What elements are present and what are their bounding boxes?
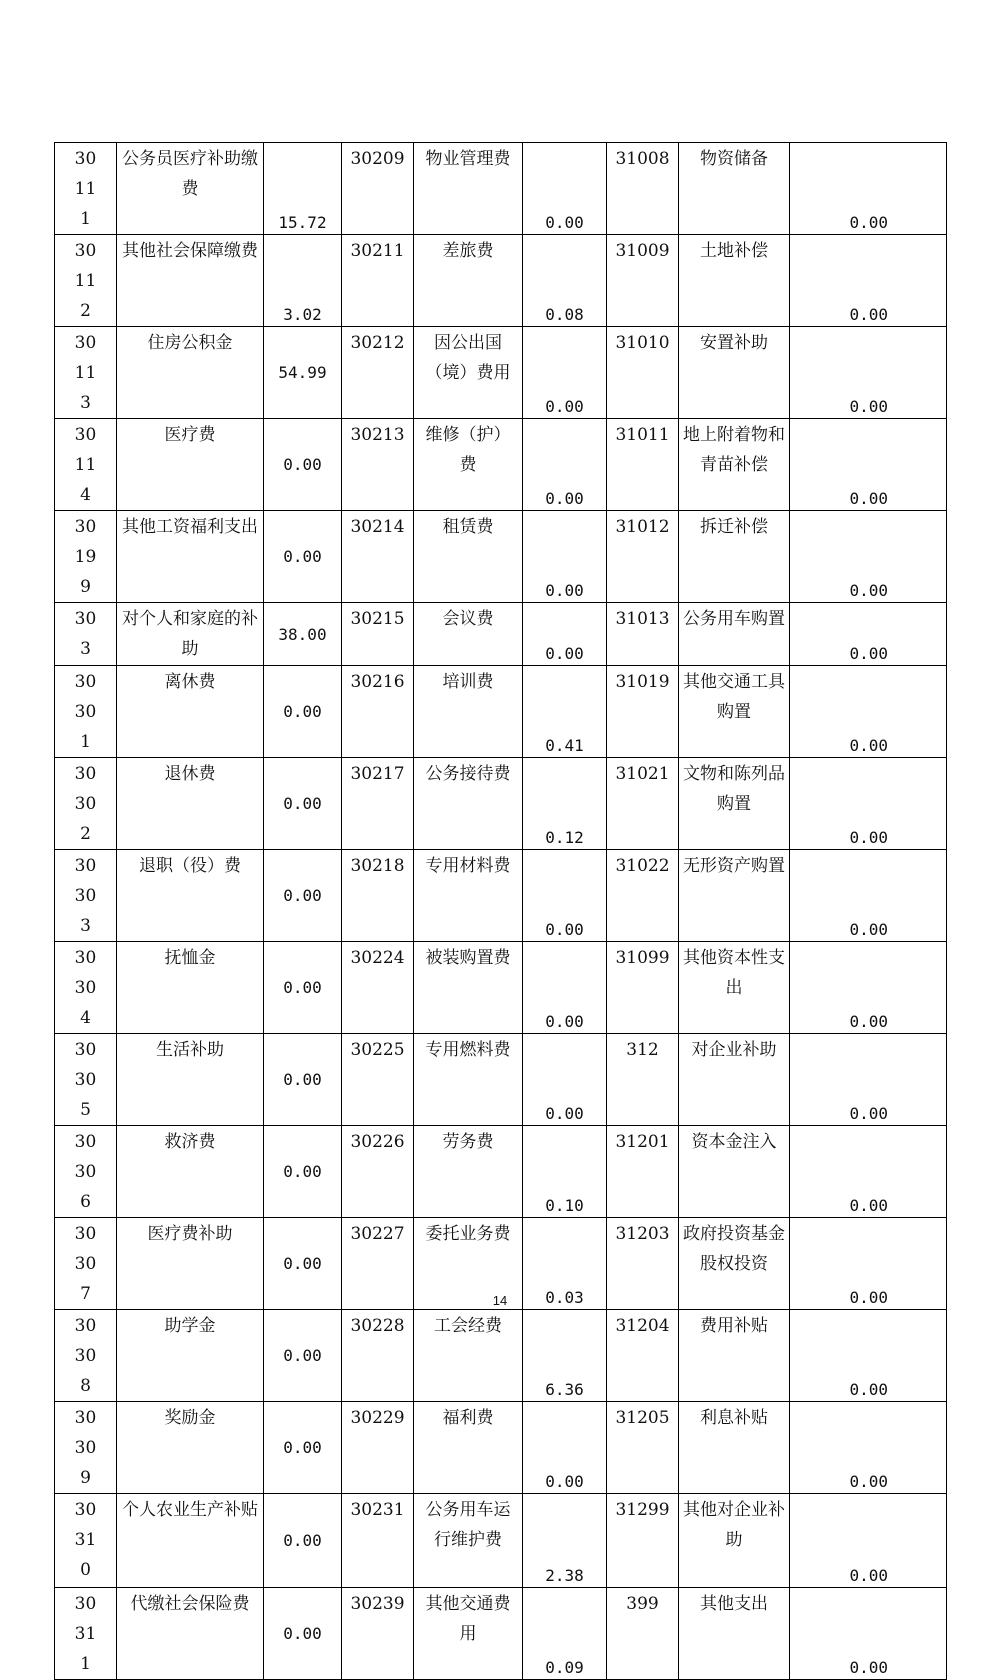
col1-amount: 0.00 [264,1034,342,1126]
col3-code: 31204 [607,1310,679,1402]
page-number: 14 [492,1293,508,1308]
col3-amount: 0.00 [790,1310,947,1402]
col2-name: 会议费 [414,603,523,666]
col2-amount: 0.09 [523,1588,607,1680]
col3-amount: 0.00 [790,419,947,511]
col2-amount: 0.12 [523,758,607,850]
col2-name: 福利费 [414,1402,523,1494]
col3-code: 31009 [607,235,679,327]
table-row [55,1310,947,1402]
col1-amount: 15.72 [264,143,342,235]
col1-name: 助学金 [117,1310,264,1402]
col1-amount: 0.00 [264,1402,342,1494]
col1-amount: 0.00 [264,419,342,511]
table-row [55,327,947,419]
col2-name: 维修（护）费 [414,419,523,511]
col3-code: 31008 [607,143,679,235]
col1-code: 303 [55,603,117,666]
col1-code: 30306 [55,1126,117,1218]
col3-name: 对企业补助 [679,1034,790,1126]
col1-amount: 0.00 [264,511,342,603]
col2-code: 30226 [342,1126,414,1218]
col2-amount: 0.00 [523,603,607,666]
col2-name: 公务用车运行维护费 [414,1494,523,1588]
expenditure-table-container [54,142,946,1680]
col3-name: 物资储备 [679,143,790,235]
expenditure-table [54,142,947,1680]
col2-name: 物业管理费 [414,143,523,235]
col2-code: 30231 [342,1494,414,1588]
col1-code: 30310 [55,1494,117,1588]
col1-code: 30199 [55,511,117,603]
col3-name: 土地补偿 [679,235,790,327]
col1-amount: 3.02 [264,235,342,327]
col3-amount: 0.00 [790,1402,947,1494]
col3-amount: 0.00 [790,1494,947,1588]
col3-name: 文物和陈列品购置 [679,758,790,850]
col2-amount: 0.00 [523,327,607,419]
col2-amount: 0.00 [523,419,607,511]
col3-code: 399 [607,1588,679,1680]
col1-name: 退休费 [117,758,264,850]
table-row [55,758,947,850]
col2-amount: 0.00 [523,942,607,1034]
col2-amount: 0.41 [523,666,607,758]
col2-amount: 0.00 [523,850,607,942]
col1-amount: 0.00 [264,666,342,758]
col1-code: 30309 [55,1402,117,1494]
col3-code: 31299 [607,1494,679,1588]
col1-amount: 38.00 [264,603,342,666]
col1-code: 30311 [55,1588,117,1680]
col1-code: 30114 [55,419,117,511]
col3-name: 拆迁补偿 [679,511,790,603]
col1-amount: 0.00 [264,1588,342,1680]
table-row [55,1588,947,1680]
col2-name: 专用材料费 [414,850,523,942]
col1-code: 30112 [55,235,117,327]
col3-amount: 0.00 [790,235,947,327]
col3-code: 31205 [607,1402,679,1494]
col2-code: 30217 [342,758,414,850]
col2-code: 30213 [342,419,414,511]
col3-name: 其他对企业补助 [679,1494,790,1588]
col1-amount: 54.99 [264,327,342,419]
col3-amount: 0.00 [790,143,947,235]
table-row [55,942,947,1034]
col2-name: 因公出国（境）费用 [414,327,523,419]
col2-name: 劳务费 [414,1126,523,1218]
col3-name: 安置补助 [679,327,790,419]
col1-name: 抚恤金 [117,942,264,1034]
col1-name: 其他工资福利支出 [117,511,264,603]
col2-amount: 0.10 [523,1126,607,1218]
col1-code: 30305 [55,1034,117,1126]
col2-name: 其他交通费用 [414,1588,523,1680]
col3-code: 31012 [607,511,679,603]
col1-name: 对个人和家庭的补助 [117,603,264,666]
col1-code: 30301 [55,666,117,758]
col1-name: 生活补助 [117,1034,264,1126]
col3-amount: 0.00 [790,327,947,419]
col2-amount: 0.08 [523,235,607,327]
col2-name: 被装购置费 [414,942,523,1034]
table-row [55,850,947,942]
col3-code: 31201 [607,1126,679,1218]
col1-code: 30303 [55,850,117,942]
col1-name: 代缴社会保险费 [117,1588,264,1680]
col3-code: 31010 [607,327,679,419]
table-row [55,419,947,511]
col1-code: 30308 [55,1310,117,1402]
col2-code: 30228 [342,1310,414,1402]
col1-amount: 0.00 [264,1126,342,1218]
col2-amount: 0.00 [523,143,607,235]
col3-amount: 0.00 [790,1034,947,1126]
col2-code: 30239 [342,1588,414,1680]
col2-name: 专用燃料费 [414,1034,523,1126]
col2-name: 委托业务费 [414,1218,523,1310]
col2-name: 工会经费 [414,1310,523,1402]
col3-amount: 0.00 [790,603,947,666]
col3-code: 312 [607,1034,679,1126]
col1-amount: 0.00 [264,1494,342,1588]
col1-code: 30111 [55,143,117,235]
col3-amount: 0.00 [790,511,947,603]
col2-name: 租赁费 [414,511,523,603]
col3-name: 政府投资基金股权投资 [679,1218,790,1310]
col2-amount: 6.36 [523,1310,607,1402]
col2-amount: 0.00 [523,511,607,603]
col3-amount: 0.00 [790,1218,947,1310]
col3-name: 其他交通工具购置 [679,666,790,758]
col2-name: 公务接待费 [414,758,523,850]
col1-code: 30113 [55,327,117,419]
col1-code: 30307 [55,1218,117,1310]
col3-name: 费用补贴 [679,1310,790,1402]
col1-amount: 0.00 [264,942,342,1034]
col2-code: 30211 [342,235,414,327]
table-row [55,1494,947,1588]
col3-code: 31099 [607,942,679,1034]
col1-name: 离休费 [117,666,264,758]
table-row [55,1402,947,1494]
col2-code: 30227 [342,1218,414,1310]
col2-name: 培训费 [414,666,523,758]
col1-name: 奖励金 [117,1402,264,1494]
col2-amount: 0.03 [523,1218,607,1310]
col1-amount: 0.00 [264,850,342,942]
col2-code: 30216 [342,666,414,758]
col3-amount: 0.00 [790,666,947,758]
col1-name: 退职（役）费 [117,850,264,942]
col2-code: 30218 [342,850,414,942]
table-row [55,603,947,666]
col1-amount: 0.00 [264,1310,342,1402]
col1-name: 救济费 [117,1126,264,1218]
col3-name: 无形资产购置 [679,850,790,942]
col3-amount: 0.00 [790,758,947,850]
col3-amount: 0.00 [790,1126,947,1218]
col3-amount: 0.00 [790,1588,947,1680]
col1-amount: 0.00 [264,758,342,850]
col1-amount: 0.00 [264,1218,342,1310]
col3-name: 地上附着物和青苗补偿 [679,419,790,511]
col3-name: 资本金注入 [679,1126,790,1218]
col3-amount: 0.00 [790,942,947,1034]
col3-name: 公务用车购置 [679,603,790,666]
col2-code: 30229 [342,1402,414,1494]
col1-name: 医疗费补助 [117,1218,264,1310]
col2-amount: 2.38 [523,1494,607,1588]
col1-name: 住房公积金 [117,327,264,419]
col2-code: 30214 [342,511,414,603]
col2-code: 30224 [342,942,414,1034]
col1-name: 公务员医疗补助缴费 [117,143,264,235]
col2-amount: 0.00 [523,1402,607,1494]
col2-code: 30212 [342,327,414,419]
col1-name: 个人农业生产补贴 [117,1494,264,1588]
table-row [55,235,947,327]
col3-code: 31022 [607,850,679,942]
col3-code: 31011 [607,419,679,511]
table-row [55,1126,947,1218]
col3-name: 其他支出 [679,1588,790,1680]
col3-amount: 0.00 [790,850,947,942]
col3-code: 31019 [607,666,679,758]
col3-name: 利息补贴 [679,1402,790,1494]
col2-code: 30225 [342,1034,414,1126]
table-row [55,1034,947,1126]
col3-code: 31013 [607,603,679,666]
col2-code: 30215 [342,603,414,666]
col2-name: 差旅费 [414,235,523,327]
table-row [55,143,947,235]
col3-code: 31021 [607,758,679,850]
table-row [55,511,947,603]
col1-name: 其他社会保障缴费 [117,235,264,327]
col1-code: 30304 [55,942,117,1034]
col1-name: 医疗费 [117,419,264,511]
col2-code: 30209 [342,143,414,235]
col3-name: 其他资本性支出 [679,942,790,1034]
col2-amount: 0.00 [523,1034,607,1126]
col1-code: 30302 [55,758,117,850]
table-row [55,666,947,758]
col3-code: 31203 [607,1218,679,1310]
